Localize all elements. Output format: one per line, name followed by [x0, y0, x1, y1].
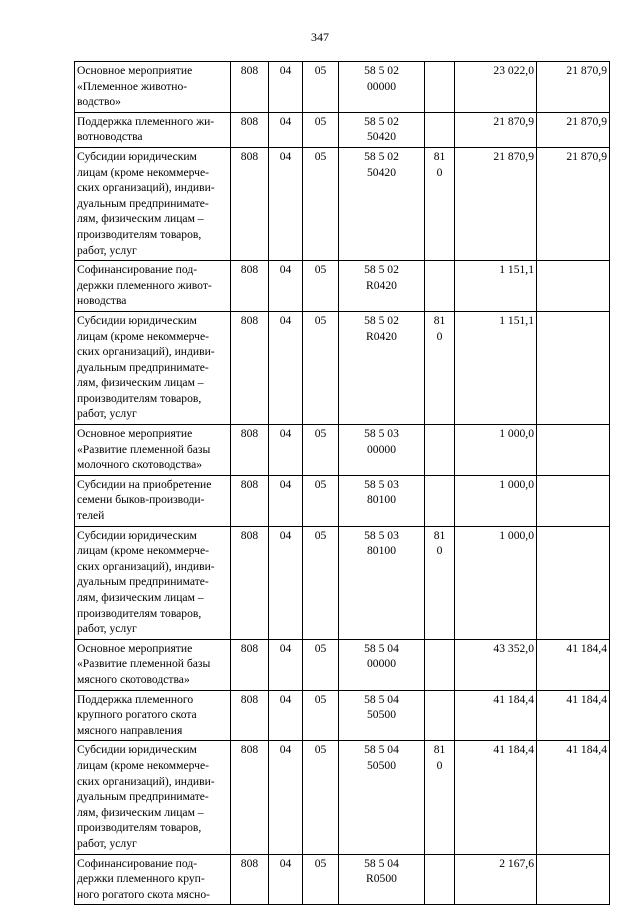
item-name-cell — [75, 741, 231, 854]
item-name-line: дуальным предпринимате- — [77, 196, 209, 210]
expense-type-cell — [425, 639, 455, 690]
amount-year1-cell: 1 000,0 — [455, 526, 537, 639]
table-row — [75, 311, 610, 424]
item-name-line: Субсидии юридическим — [77, 743, 197, 757]
item-name-cell — [75, 690, 231, 741]
expense-type-cell — [425, 112, 455, 147]
section-code-cell: 04 — [269, 147, 303, 260]
expense-type-cell — [425, 311, 455, 424]
expense-type-line: 81 — [433, 743, 446, 757]
ministry-code-cell: 808 — [231, 261, 269, 312]
target-item-line: 80100 — [367, 544, 396, 558]
expense-type-line: 0 — [436, 758, 443, 772]
item-name-cell — [75, 112, 231, 147]
item-name-cell — [75, 526, 231, 639]
table-row — [75, 147, 610, 260]
amount-year1-cell: 23 022,0 — [455, 62, 537, 113]
item-name-line: водство» — [77, 95, 121, 109]
table-row — [75, 112, 610, 147]
ministry-code-cell: 808 — [231, 526, 269, 639]
item-name-cell — [75, 147, 231, 260]
subsection-code-cell: 05 — [303, 741, 339, 854]
amount-year1-cell: 1 000,0 — [455, 475, 537, 526]
item-name-line: производителям товаров, — [77, 227, 202, 241]
item-name-line: работ, услуг — [77, 622, 137, 636]
subsection-code-cell: 05 — [303, 425, 339, 476]
target-item-cell — [339, 475, 425, 526]
item-name-line: лицам (кроме некоммерче- — [77, 758, 209, 772]
amount-year2-cell — [537, 261, 610, 312]
item-name-line: телей — [77, 509, 105, 523]
item-name-line: лям, физическим лицам – — [77, 376, 204, 390]
amount-year2-cell: 21 870,9 — [537, 147, 610, 260]
section-code-cell: 04 — [269, 112, 303, 147]
subsection-code-cell: 05 — [303, 261, 339, 312]
amount-year2-cell: 41 184,4 — [537, 690, 610, 741]
item-name-line: дуальным предпринимате- — [77, 575, 209, 589]
expense-type-cell — [425, 425, 455, 476]
item-name-cell — [75, 311, 231, 424]
target-item-line: 58 5 02 — [364, 263, 399, 277]
item-name-line: держки племенного живот- — [77, 278, 212, 292]
item-name-line: мясного направления — [77, 723, 183, 737]
expense-type-cell — [425, 690, 455, 741]
amount-year1-cell: 2 167,6 — [455, 854, 537, 905]
target-item-line: 58 5 04 — [364, 641, 399, 655]
expense-type-cell — [425, 475, 455, 526]
target-item-line: 58 5 04 — [364, 856, 399, 870]
ministry-code-cell: 808 — [231, 147, 269, 260]
section-code-cell: 04 — [269, 475, 303, 526]
item-name-line: производителям товаров, — [77, 391, 202, 405]
target-item-line: R0500 — [366, 872, 397, 886]
target-item-line: 58 5 02 — [364, 114, 399, 128]
ministry-code-cell: 808 — [231, 311, 269, 424]
section-code-cell: 04 — [269, 690, 303, 741]
item-name-line: Субсидии юридическим — [77, 528, 197, 542]
expense-type-cell — [425, 147, 455, 260]
target-item-line: 58 5 03 — [364, 528, 399, 542]
section-code-cell: 04 — [269, 425, 303, 476]
target-item-cell — [339, 526, 425, 639]
target-item-line: 00000 — [367, 657, 396, 671]
item-name-line: семени быков-производи- — [77, 493, 205, 507]
subsection-code-cell: 05 — [303, 526, 339, 639]
item-name-line: лям, физическим лицам – — [77, 212, 204, 226]
item-name-line: ских организаций), индиви- — [77, 559, 215, 573]
item-name-line: Основное мероприятие — [77, 427, 193, 441]
expense-type-line: 81 — [433, 313, 446, 327]
item-name-line: Субсидии юридическим — [77, 313, 197, 327]
amount-year2-cell — [537, 425, 610, 476]
target-item-cell — [339, 854, 425, 905]
ministry-code-cell: 808 — [231, 475, 269, 526]
page-number: 347 — [311, 30, 329, 44]
item-name-line: ских организаций), индиви- — [77, 345, 215, 359]
target-item-cell — [339, 112, 425, 147]
item-name-line: лицам (кроме некоммерче- — [77, 544, 209, 558]
amount-year2-cell: 21 870,9 — [537, 62, 610, 113]
expense-type-line: 0 — [436, 544, 443, 558]
amount-year1-cell: 1 151,1 — [455, 261, 537, 312]
item-name-line: Софинансирование под- — [77, 263, 198, 277]
table-row — [75, 261, 610, 312]
ministry-code-cell: 808 — [231, 741, 269, 854]
target-item-cell — [339, 425, 425, 476]
subsection-code-cell: 05 — [303, 854, 339, 905]
amount-year2-cell: 41 184,4 — [537, 741, 610, 854]
item-name-line: производителям товаров, — [77, 606, 202, 620]
ministry-code-cell: 808 — [231, 425, 269, 476]
target-item-line: 00000 — [367, 442, 396, 456]
table-row — [75, 475, 610, 526]
target-item-cell — [339, 147, 425, 260]
target-item-cell — [339, 639, 425, 690]
amount-year2-cell — [537, 311, 610, 424]
subsection-code-cell: 05 — [303, 147, 339, 260]
item-name-cell — [75, 639, 231, 690]
table-row — [75, 639, 610, 690]
section-code-cell: 04 — [269, 741, 303, 854]
item-name-line: дуальным предпринимате- — [77, 790, 209, 804]
item-name-line: Основное мероприятие — [77, 641, 193, 655]
item-name-line: лицам (кроме некоммерче- — [77, 329, 209, 343]
item-name-line: «Развитие племенной базы — [77, 442, 211, 456]
section-code-cell: 04 — [269, 639, 303, 690]
amount-year1-cell: 21 870,9 — [455, 112, 537, 147]
target-item-line: 58 5 03 — [364, 477, 399, 491]
ministry-code-cell: 808 — [231, 854, 269, 905]
target-item-line: 50500 — [367, 708, 396, 722]
target-item-line: 58 5 02 — [364, 64, 399, 77]
item-name-line: ских организаций), индиви- — [77, 774, 215, 788]
target-item-line: 58 5 02 — [364, 313, 399, 327]
item-name-line: Поддержка племенного — [77, 692, 194, 706]
amount-year1-cell: 43 352,0 — [455, 639, 537, 690]
item-name-cell — [75, 425, 231, 476]
item-name-line: работ, услуг — [77, 407, 137, 421]
section-code-cell: 04 — [269, 62, 303, 113]
item-name-line: ного рогатого скота мясно- — [77, 887, 210, 901]
item-name-line: молочного скотоводства» — [77, 458, 203, 472]
item-name-line: Основное мероприятие — [77, 64, 193, 77]
item-name-line: производителям товаров, — [77, 821, 202, 835]
amount-year2-cell: 41 184,4 — [537, 639, 610, 690]
target-item-line: 58 5 04 — [364, 743, 399, 757]
expense-type-cell — [425, 741, 455, 854]
ministry-code-cell: 808 — [231, 62, 269, 113]
expense-type-cell — [425, 261, 455, 312]
subsection-code-cell: 05 — [303, 690, 339, 741]
target-item-line: R0420 — [366, 278, 397, 292]
target-item-line: 58 5 02 — [364, 149, 399, 163]
amount-year2-cell: 21 870,9 — [537, 112, 610, 147]
expense-type-cell — [425, 62, 455, 113]
section-code-cell: 04 — [269, 854, 303, 905]
target-item-line: 50420 — [367, 130, 396, 144]
subsection-code-cell: 05 — [303, 311, 339, 424]
expense-type-line: 0 — [436, 165, 443, 179]
target-item-cell — [339, 261, 425, 312]
item-name-cell — [75, 62, 231, 113]
budget-table — [74, 61, 610, 905]
table-row — [75, 526, 610, 639]
table-row — [75, 62, 610, 113]
item-name-line: мясного скотоводства» — [77, 672, 190, 686]
item-name-line: лям, физическим лицам – — [77, 591, 204, 604]
item-name-line: Поддержка племенного жи- — [77, 114, 215, 128]
subsection-code-cell: 05 — [303, 475, 339, 526]
target-item-line: 50500 — [367, 758, 396, 772]
item-name-cell — [75, 854, 231, 905]
item-name-line: лям, физическим лицам – — [77, 805, 204, 819]
item-name-line: Субсидии юридическим — [77, 149, 197, 163]
target-item-cell — [339, 690, 425, 741]
table-row — [75, 741, 610, 854]
item-name-line: дуальным предпринимате- — [77, 360, 209, 374]
table-row — [75, 854, 610, 905]
item-name-cell — [75, 261, 231, 312]
target-item-line: 50420 — [367, 165, 396, 179]
item-name-line: новодства — [77, 294, 127, 308]
target-item-line: 00000 — [367, 79, 396, 93]
amount-year2-cell — [537, 526, 610, 639]
target-item-line: 58 5 03 — [364, 427, 399, 441]
subsection-code-cell: 05 — [303, 112, 339, 147]
item-name-line: лицам (кроме некоммерче- — [77, 165, 209, 179]
expense-type-line: 81 — [433, 149, 446, 163]
item-name-cell — [75, 475, 231, 526]
section-code-cell: 04 — [269, 261, 303, 312]
target-item-cell — [339, 741, 425, 854]
amount-year2-cell — [537, 854, 610, 905]
item-name-line: держки племенного круп- — [77, 872, 205, 886]
target-item-cell — [339, 62, 425, 113]
amount-year2-cell — [537, 475, 610, 526]
item-name-line: работ, услуг — [77, 243, 137, 257]
item-name-line: Софинансирование под- — [77, 856, 198, 870]
target-item-line: 58 5 04 — [364, 692, 399, 706]
ministry-code-cell: 808 — [231, 639, 269, 690]
amount-year1-cell: 41 184,4 — [455, 741, 537, 854]
expense-type-line: 0 — [436, 329, 443, 343]
item-name-line: вотноводства — [77, 130, 143, 144]
item-name-line: крупного рогатого скота — [77, 708, 197, 722]
expense-type-cell — [425, 526, 455, 639]
target-item-line: 80100 — [367, 493, 396, 507]
target-item-line: R0420 — [366, 329, 397, 343]
table-row — [75, 690, 610, 741]
ministry-code-cell: 808 — [231, 690, 269, 741]
amount-year1-cell: 21 870,9 — [455, 147, 537, 260]
amount-year1-cell: 1 000,0 — [455, 425, 537, 476]
table-row — [75, 425, 610, 476]
item-name-line: Субсидии на приобретение — [77, 477, 212, 491]
item-name-line: работ, услуг — [77, 836, 137, 850]
subsection-code-cell: 05 — [303, 62, 339, 113]
ministry-code-cell: 808 — [231, 112, 269, 147]
amount-year1-cell: 41 184,4 — [455, 690, 537, 741]
expense-type-line: 81 — [433, 528, 446, 542]
item-name-line: «Развитие племенной базы — [77, 657, 211, 671]
section-code-cell: 04 — [269, 526, 303, 639]
section-code-cell: 04 — [269, 311, 303, 424]
amount-year1-cell: 1 151,1 — [455, 311, 537, 424]
item-name-line: ских организаций), индиви- — [77, 181, 215, 195]
target-item-cell — [339, 311, 425, 424]
item-name-line: «Племенное животно- — [77, 79, 188, 93]
subsection-code-cell: 05 — [303, 639, 339, 690]
expense-type-cell — [425, 854, 455, 905]
